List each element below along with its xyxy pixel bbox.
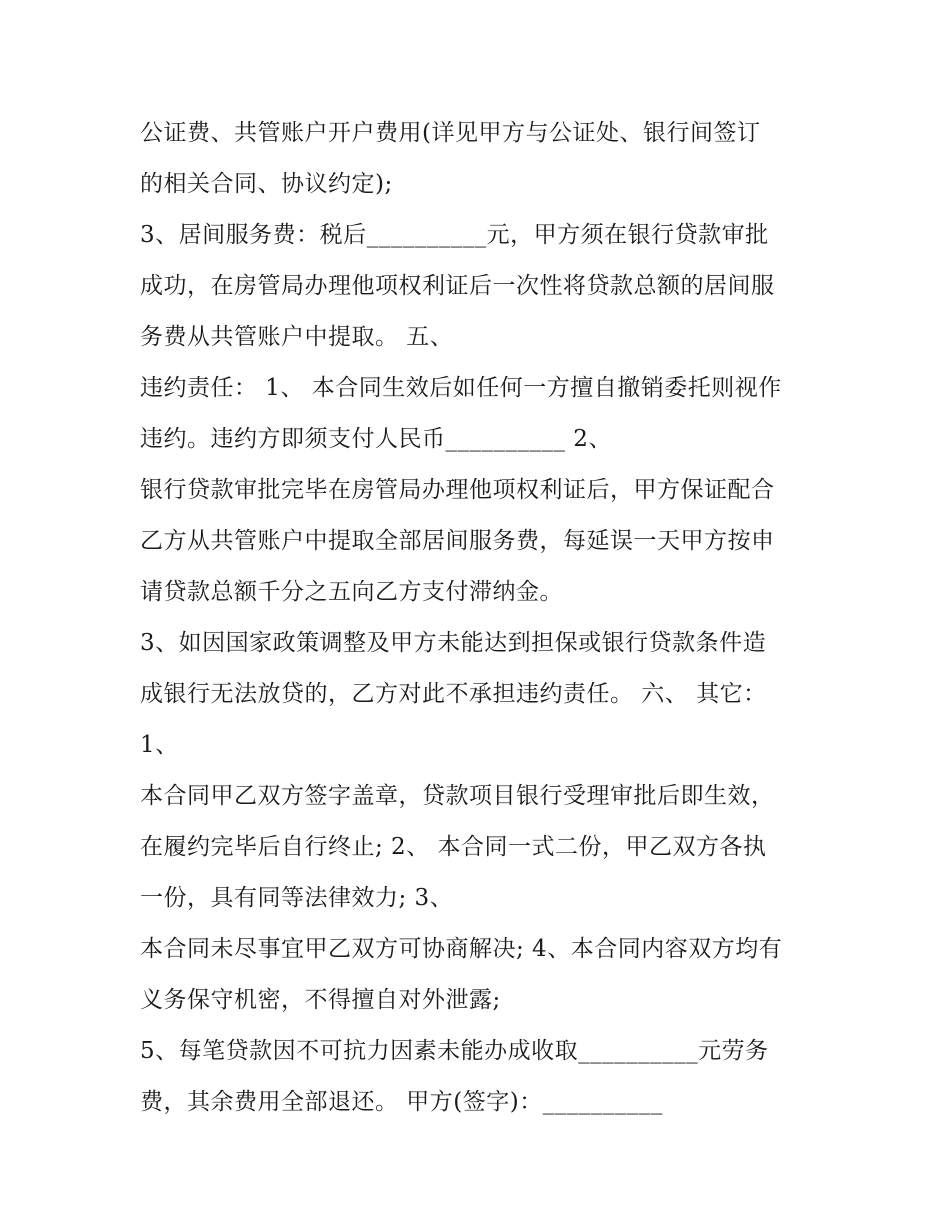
text-line: 3、如因国家政策调整及甲方未能达到担保或银行贷款条件造 [140,630,767,656]
text-line: 公证费、共管账户开户费用(详见甲方与公证处、银行间签订 [140,120,761,146]
contract-body [140,108,820,1128]
text-line: 3、居间服务费：税后__________元，甲方须在银行贷款审批 [140,222,769,248]
text-line: 成功，在房管局办理他项权利证后一次性将贷款总额的居间服 [140,273,775,299]
text-line: 务费从共管账户中提取。 五、 [140,324,454,350]
text-line: 违约责任： 1、 本合同生效后如任何一方擅自撤销委托则视作 [140,375,782,401]
text-line: 义务保守机密，不得擅自对外泄露; [140,987,501,1013]
text-line: 1、 [140,732,179,758]
text-line: 在履约完毕后自行终止; 2、 本合同一式二份，甲乙双方各执 [140,834,767,860]
text-line: 的相关合同、协议约定); [140,171,393,197]
text-line: 费，其余费用全部退还。 甲方(签字)：__________ [140,1089,663,1115]
text-line: 银行贷款审批完毕在房管局办理他项权利证后，甲方保证配合 [140,477,775,503]
text-line: 乙方从共管账户中提取全部居间服务费，每延误一天甲方按申 [140,528,775,554]
text-line: 本合同未尽事宜甲乙双方可协商解决; 4、本合同内容双方均有 [140,936,783,962]
text-line: 违约。违约方即须支付人民币__________ 2、 [140,426,612,452]
text-line: 请贷款总额千分之五向乙方支付滞纳金。 [140,579,563,605]
text-line: 本合同甲乙双方签字盖章，贷款项目银行受理审批后即生效， [140,783,775,809]
text-line: 一份，具有同等法律效力; 3、 [140,885,454,911]
text-line: 成银行无法放贷的，乙方对此不承担违约责任。 六、 其它： [140,681,767,707]
text-line: 5、每笔贷款因不可抗力因素未能办成收取__________元劳务 [140,1038,769,1064]
